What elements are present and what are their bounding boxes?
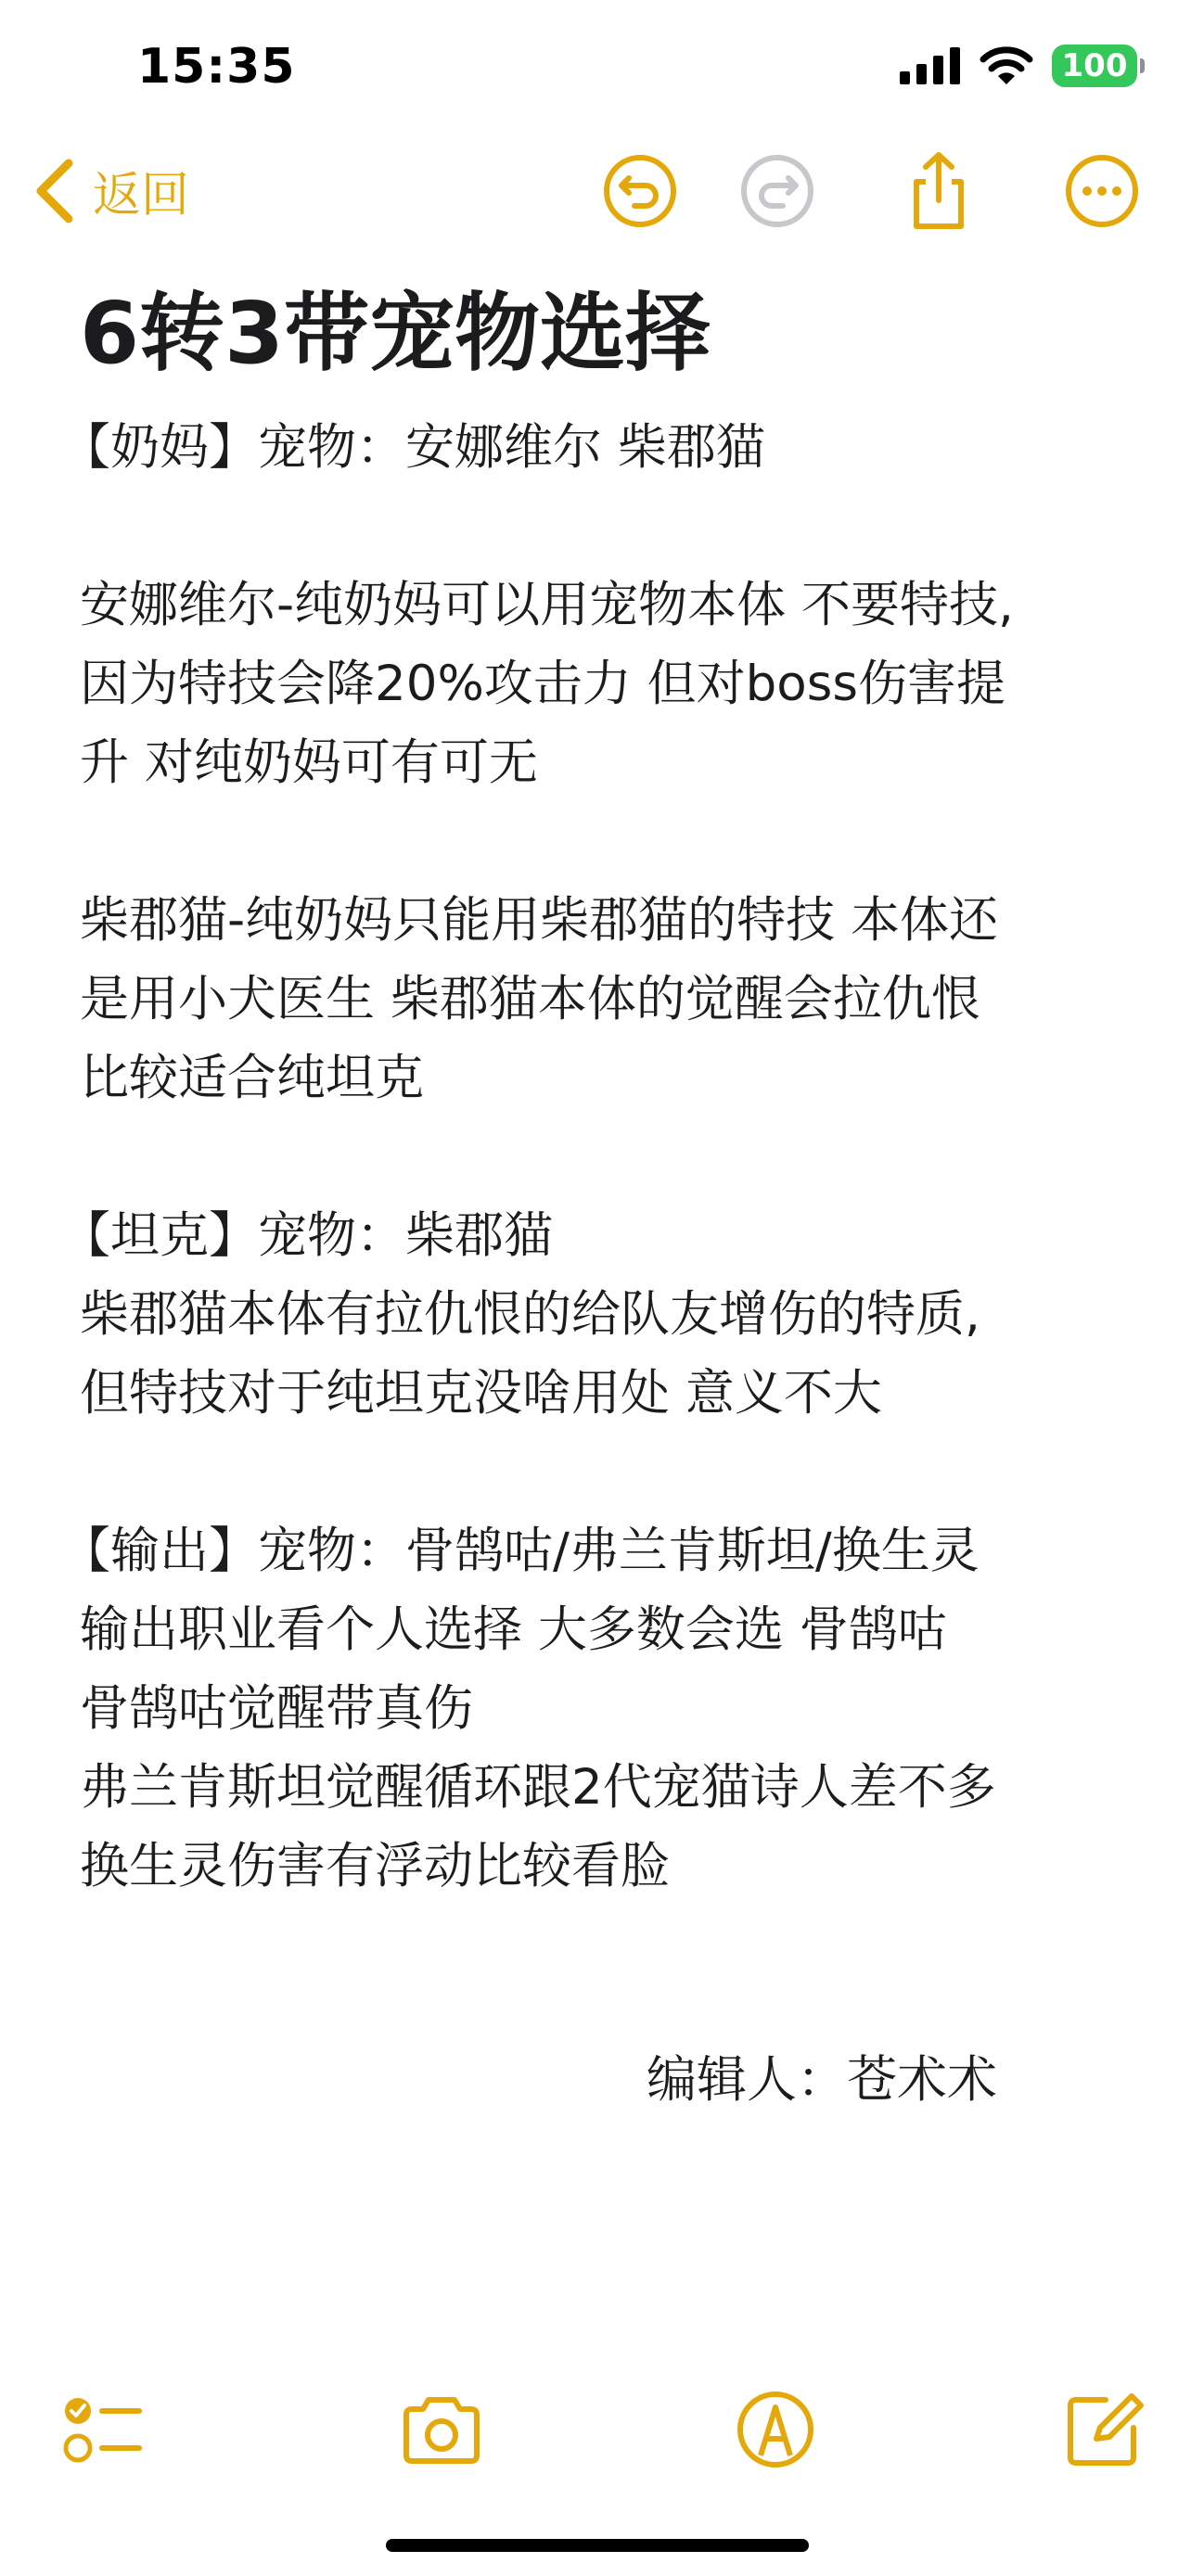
note-line: 柴郡猫-纯奶妈只能用柴郡猫的特技 本体还 bbox=[80, 892, 998, 949]
battery-indicator bbox=[1052, 45, 1137, 87]
markup-icon[interactable] bbox=[733, 2387, 818, 2472]
undo-icon[interactable] bbox=[601, 152, 679, 230]
back-button[interactable] bbox=[33, 156, 189, 225]
status-indicators bbox=[900, 45, 1137, 87]
note-line: 是用小犬医生 柴郡猫本体的觉醒会拉仇恨 bbox=[80, 971, 980, 1027]
note-line: 柴郡猫本体有拉仇恨的给队友增伤的特质, bbox=[80, 1286, 980, 1343]
battery-level: 100 bbox=[1061, 47, 1128, 84]
note-line: 因为特技会降20%攻击力 但对boss伤害提 bbox=[80, 656, 1005, 712]
note-title: 6转3带宠物选择 bbox=[80, 284, 711, 383]
more-icon[interactable] bbox=[1063, 152, 1141, 230]
camera-icon[interactable] bbox=[399, 2387, 484, 2472]
editor-credit: 编辑人：苍术术 bbox=[647, 2050, 997, 2109]
note-body[interactable] bbox=[61, 269, 1137, 1906]
tank-pets-header: 【坦克】宠物：柴郡猫 bbox=[61, 1207, 553, 1264]
status-time: 15:35 bbox=[137, 39, 296, 95]
note-line: 比较适合纯坦克 bbox=[80, 1050, 424, 1106]
wifi-icon bbox=[980, 46, 1033, 85]
compose-icon[interactable] bbox=[1061, 2387, 1146, 2472]
note-line: 安娜维尔-纯奶妈可以用宠物本体 不要特技, bbox=[80, 577, 1014, 633]
cellular-signal-icon bbox=[900, 47, 961, 84]
home-indicator[interactable] bbox=[386, 2539, 809, 2552]
note-line: 但特技对于纯坦克没啥用处 意义不大 bbox=[80, 1365, 882, 1422]
checklist-icon[interactable] bbox=[59, 2387, 145, 2472]
note-line: 输出职业看个人选择 大多数会选 骨鹄咕 bbox=[80, 1601, 947, 1658]
dps-pets-header: 【输出】宠物：骨鹄咕/弗兰肯斯坦/换生灵 bbox=[61, 1523, 980, 1579]
redo-icon[interactable] bbox=[738, 152, 816, 230]
nanny-pets-header: 【奶妈】宠物：安娜维尔 柴郡猫 bbox=[61, 419, 765, 476]
note-line: 骨鹄咕觉醒带真伤 bbox=[80, 1680, 473, 1737]
back-label: 返回 bbox=[93, 168, 190, 223]
chevron-left-icon bbox=[33, 158, 76, 224]
share-icon[interactable] bbox=[900, 152, 978, 230]
note-line: 弗兰肯斯坦觉醒循环跟2代宠猫诗人差不多 bbox=[80, 1759, 996, 1816]
note-line: 升 对纯奶妈可有可无 bbox=[80, 734, 538, 791]
navigation-bar bbox=[0, 139, 1191, 243]
note-line: 换生灵伤害有浮动比较看脸 bbox=[80, 1838, 670, 1894]
